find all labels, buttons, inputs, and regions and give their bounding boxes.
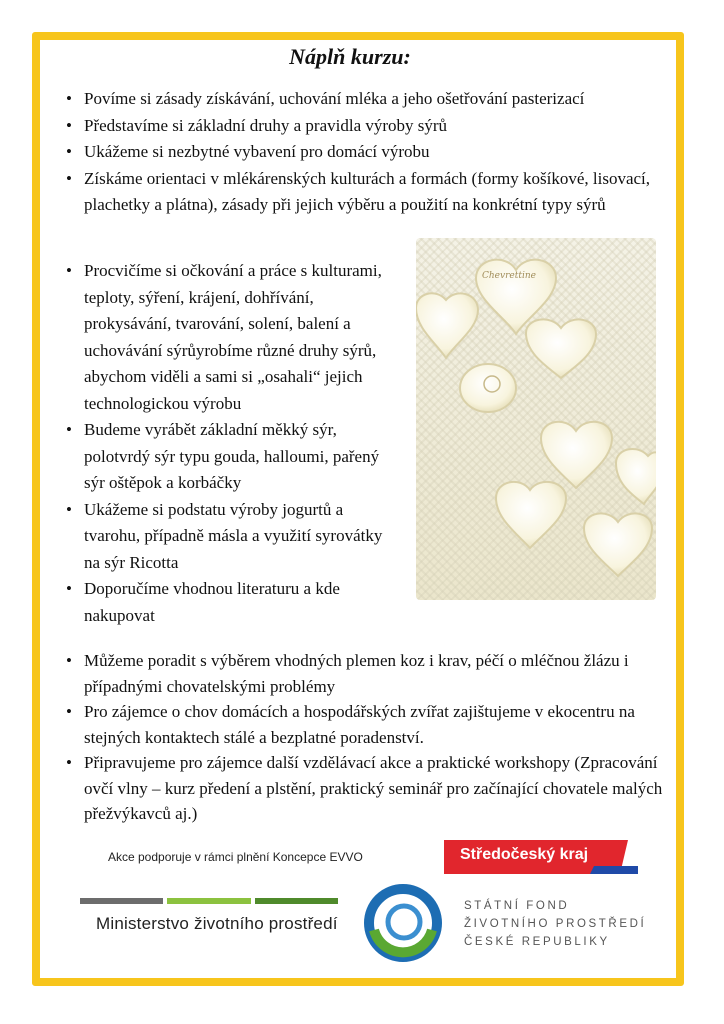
list-item: • Doporučíme vhodnou literaturu a kde nakupovat	[64, 576, 394, 629]
course-list-top	[64, 86, 654, 219]
mzp-logo	[80, 898, 338, 934]
course-list-middle	[64, 258, 394, 629]
course-list-bottom	[64, 648, 664, 827]
list-item: • Představíme si základní druhy a pravidla výroby sýrů	[64, 113, 654, 140]
list-item: • Můžeme poradit s výběrem vhodných plemen koz i krav, péčí o mléčnou žlázu i případnými chovatelskými problémy	[64, 648, 664, 699]
list-item: • Procvičíme si očkování a práce s kulturami, teploty, sýření, krájení, dohřívání, prokysávání, tvarování, solení, balení a uchovávání sýrůyrobíme různé druhy sýrů, abychom viděli a sami si „osahali“ jejich technologickou výrobu	[64, 258, 394, 417]
sponsor-note: Akce podporuje v rámci plnění Koncepce EVVO	[108, 850, 363, 864]
list-item: • Pro zájemce o chov domácích a hospodářských zvířat zajištujeme v ekocentru na stejných kontaktech stálé a bezplatné poradenství.	[64, 699, 664, 750]
list-item: • Ukážeme si nezbytné vybavení pro domácí výrobu	[64, 139, 654, 166]
page-title: Náplň kurzu:	[289, 44, 411, 69]
sfzp-label: STÁTNÍ FOND ŽIVOTNÍHO PROSTŘEDÍ ČESKÉ REPUBLIKY	[464, 900, 647, 948]
cheese-molds-illustration	[416, 238, 656, 600]
sfzp-logo-icon	[364, 884, 442, 962]
list-item: • Budeme vyrábět základní měkký sýr, polotvrdý sýr typu gouda, halloumi, pařený sýr oštěpok a korbáčky	[64, 417, 394, 497]
list-item: • Získáme orientaci v mlékárenských kulturách a formách (formy košíkové, lisovací, plachetky a plátna), zásady při jejich výběru a použití na konkrétní typy sýrů	[64, 166, 654, 219]
mzp-color-bars	[80, 898, 338, 904]
list-item: • Ukážeme si podstatu výroby jogurtů a tvarohu, případně másla a využití syrovátky na sýr Ricotta	[64, 497, 394, 577]
cheese-molds-photo	[416, 238, 656, 600]
mzp-label: Ministerstvo životního prostředí	[96, 914, 338, 933]
list-item: • Připravujeme pro zájemce další vzdělávací akce a praktické workshopy (Zpracování ovčí vlny – kurz předení a plstění, praktický seminář pro začínající chovatele malých přežvýkavců aj.)	[64, 750, 664, 827]
kraj-label: Středočeský kraj	[460, 846, 589, 863]
photo-label: Chevrettine	[482, 271, 536, 281]
list-item: • Povíme si zásady získávání, uchování mléka a jeho ošetřování pasterizací	[64, 86, 654, 113]
stredocesky-kraj-logo	[444, 840, 638, 874]
